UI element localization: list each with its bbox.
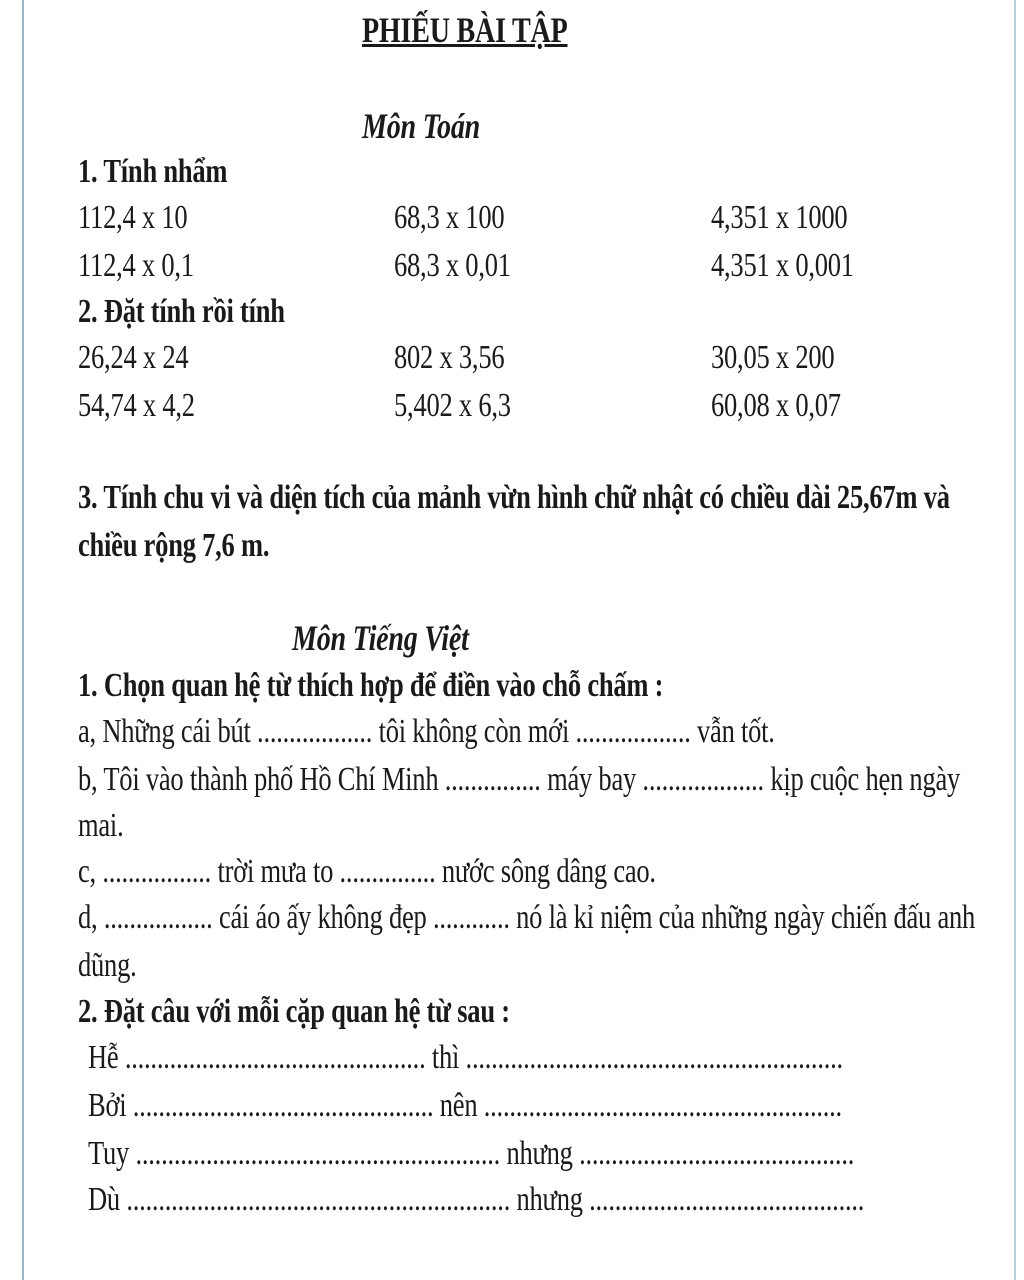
- worksheet-title: PHIẾU BÀI TẬP: [362, 10, 568, 50]
- math-s2-r2-c3: 60,08 x 0,07: [711, 387, 841, 424]
- math-s1-r1-c2: 68,3 x 100: [394, 199, 505, 236]
- math-section1-heading: 1. Tính nhẩm: [78, 153, 228, 190]
- math-s2-r1-c2: 802 x 3,56: [394, 339, 505, 376]
- math-s2-r1-c1: 26,24 x 24: [78, 339, 189, 376]
- math-s1-r2-c3: 4,351 x 0,001: [711, 247, 854, 284]
- vn-s1-line-b: b, Tôi vào thành phố Hồ Chí Minh ............... máy bay ................... kịp cuộc hẹn ngày: [78, 761, 961, 798]
- math-s1-r1-c3: 4,351 x 1000: [711, 199, 848, 236]
- math-s1-r2-c1: 112,4 x 0,1: [78, 247, 194, 284]
- math-section3-line1: 3. Tính chu vi và diện tích của mảnh vừn hình chữ nhật có chiều dài 25,67m và: [78, 479, 950, 516]
- vietnamese-subject-heading: Môn Tiếng Việt: [292, 618, 469, 658]
- page-border-left: [22, 0, 24, 1280]
- vn-s1-line-c: c, ................. trời mưa to ............... nước sông dâng cao.: [78, 853, 656, 890]
- math-subject-heading: Môn Toán: [362, 106, 481, 146]
- math-s2-r2-c2: 5,402 x 6,3: [394, 387, 511, 424]
- vn-section1-heading: 1. Chọn quan hệ từ thích hợp để điền vào chỗ chấm :: [78, 667, 664, 704]
- vn-s2-line-he: Hễ ............................................... thì ...........................................................: [88, 1039, 843, 1076]
- page-border-right: [1014, 0, 1016, 1280]
- vn-section2-heading: 2. Đặt câu với mỗi cặp quan hệ từ sau :: [78, 993, 510, 1030]
- math-s2-r1-c3: 30,05 x 200: [711, 339, 835, 376]
- vn-s2-line-du: Dù ............................................................ nhưng ...........................................: [88, 1181, 865, 1218]
- vn-s1-line-d-cont: dũng.: [78, 947, 137, 984]
- vn-s1-line-a: a, Những cái bút .................. tôi không còn mới .................. vẫn tốt.: [78, 713, 775, 750]
- vn-s2-line-boi: Bởi ............................................... nên ........................................................: [88, 1087, 842, 1124]
- math-section3-line2: chiều rộng 7,6 m.: [78, 527, 270, 564]
- math-s1-r2-c2: 68,3 x 0,01: [394, 247, 511, 284]
- vn-s2-line-tuy: Tuy ......................................................... nhưng ...........................................: [88, 1135, 855, 1172]
- math-s1-r1-c1: 112,4 x 10: [78, 199, 188, 236]
- vn-s1-line-d: d, ................. cái áo ấy không đẹp ............ nó là kỉ niệm của những ngày chiến đấu anh: [78, 899, 976, 936]
- math-section2-heading: 2. Đặt tính rồi tính: [78, 293, 285, 330]
- math-s2-r2-c1: 54,74 x 4,2: [78, 387, 195, 424]
- vn-s1-line-b-cont: mai.: [78, 807, 124, 844]
